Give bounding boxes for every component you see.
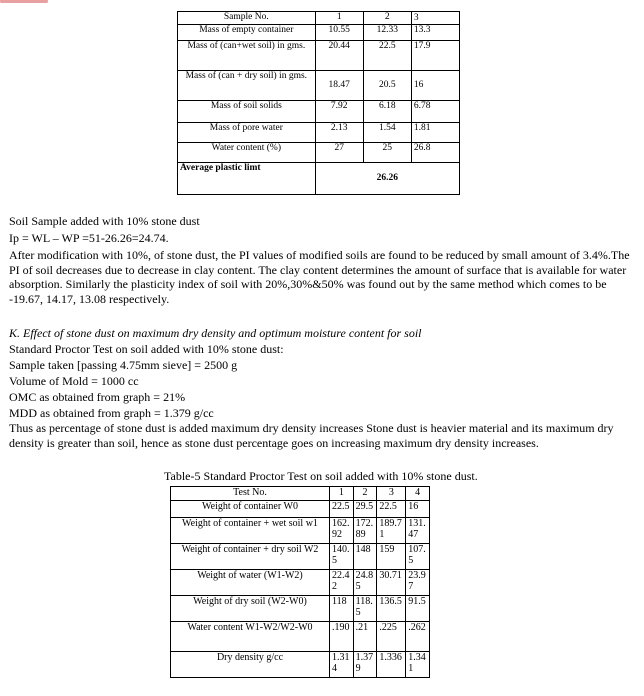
row-label: Mass of empty container [178,25,316,41]
average-value: 26.26 [315,163,459,195]
table-row [171,652,430,678]
row-label: Weight of container W0 [171,501,330,518]
average-label: Average plastic limt [178,163,316,195]
cell: 18.47 [315,71,363,101]
table-row [171,501,430,518]
row-label: Mass of pore water [178,123,316,143]
cell: 22.5 [377,501,406,518]
table-row [178,101,460,123]
cell: 162.92 [329,518,353,544]
row-label: Water content W1-W2/W2-W0 [171,622,330,652]
cell: 16 [411,71,459,101]
table-row [171,544,430,570]
cell: 1.54 [363,123,411,143]
cell: 1 [315,12,363,25]
body-line: Standard Proctor Test on soil added with 10% stone dust: [9,342,284,356]
table-row [178,163,460,195]
row-label: Dry density g/cc [171,652,330,678]
cell: 22.42 [329,570,353,596]
cell: 6.18 [363,101,411,123]
cell: 118.5 [353,596,377,622]
body-paragraph: Thus as percentage of stone dust is added maximum dry density increases Stone dust is heavier material and its maximum dry density is greater than soil, hence as stone dust percentage goes on increasing maximum dry density increases. [9,421,614,450]
cell: 30.71 [377,570,406,596]
cell: .262 [406,622,430,652]
cell: .21 [353,622,377,652]
row-label: Weight of container + dry soil W2 [171,544,330,570]
body-paragraph: After modification with 10%, of stone dust, the PI values of modified soils are found to be reduced by small amount of 3.4%.The PI of soil decreases due to decrease in clay content. The clay content determines the amount of surface that is available for water absorption. Similarly the plasticity index of soil with 20%,30%&50% was found out by the same method which comes to be -19.67, 14.17, 13.08 respectively. [9,248,630,306]
row-label: Weight of container + wet soil w1 [171,518,330,544]
cell: 25 [363,143,411,163]
cell: 140.5 [329,544,353,570]
cell: 23.97 [406,570,430,596]
cell: 91.5 [406,596,430,622]
cell: 16 [406,501,430,518]
body-line: Sample taken [passing 4.75mm sieve] = 2500 g [9,358,238,372]
cell: 24.85 [353,570,377,596]
cell: 6.78 [411,101,459,123]
table-row [171,596,430,622]
cell: 2 [363,12,411,25]
body-line: Volume of Mold = 1000 cc [9,374,139,388]
cell: .225 [377,622,406,652]
cell: 136.5 [377,596,406,622]
cell: 2.13 [315,123,363,143]
row-label: Mass of (can + dry soil) in gms. [178,71,316,101]
cell: 22.5 [329,501,353,518]
row-label: Sample No. [178,12,316,25]
cell: 148 [353,544,377,570]
cell: 1.336 [377,652,406,678]
cell: 1.81 [411,123,459,143]
cell: .190 [329,622,353,652]
row-label: Water content (%) [178,143,316,163]
table-row [178,41,460,71]
table-row [171,622,430,652]
decorative-mark [0,0,48,9]
cell: 20.44 [315,41,363,71]
body-line: Soil Sample added with 10% stone dust [9,214,200,228]
table-row [171,487,430,501]
body-line: OMC as obtained from graph = 21% [9,390,186,404]
table-row [171,570,430,596]
table-caption: Table-5 Standard Proctor Test on soil added with 10% stone dust. [164,469,478,483]
cell: 3 [411,12,459,25]
table-row [178,12,460,25]
cell: 1.314 [329,652,353,678]
cell: 26.8 [411,143,459,163]
cell: 29.5 [353,501,377,518]
cell: 12.33 [363,25,411,41]
row-label: Mass of soil solids [178,101,316,123]
cell: 189.71 [377,518,406,544]
table-row [178,143,460,163]
cell: 22.5 [363,41,411,71]
row-label: Weight of dry soil (W2-W0) [171,596,330,622]
cell: 3 [377,487,406,501]
cell: 172.89 [353,518,377,544]
cell: 2 [353,487,377,501]
row-label: Test No. [171,487,330,501]
row-label: Weight of water (W1-W2) [171,570,330,596]
body-line: Ip = WL – WP =51-26.26=24.74. [9,231,169,245]
table-row [178,71,460,101]
proctor-test-table [170,486,430,678]
cell: 131.47 [406,518,430,544]
table-row [171,518,430,544]
cell: 17.9 [411,41,459,71]
cell: 1.379 [353,652,377,678]
cell: 4 [406,487,430,501]
cell: 107.5 [406,544,430,570]
cell: 13.3 [411,25,459,41]
plastic-limit-table [177,11,460,195]
cell: 1.341 [406,652,430,678]
table-row [178,123,460,143]
cell: 118 [329,596,353,622]
cell: 7.92 [315,101,363,123]
cell: 27 [315,143,363,163]
body-line: MDD as obtained from graph = 1.379 g/cc [9,406,214,420]
cell: 159 [377,544,406,570]
table-row [178,25,460,41]
cell: 1 [329,487,353,501]
section-heading: K. Effect of stone dust on maximum dry density and optimum moisture content for soil [9,326,422,340]
row-label: Mass of (can+wet soil) in gms. [178,41,316,71]
cell: 20.5 [363,71,411,101]
cell: 10.55 [315,25,363,41]
